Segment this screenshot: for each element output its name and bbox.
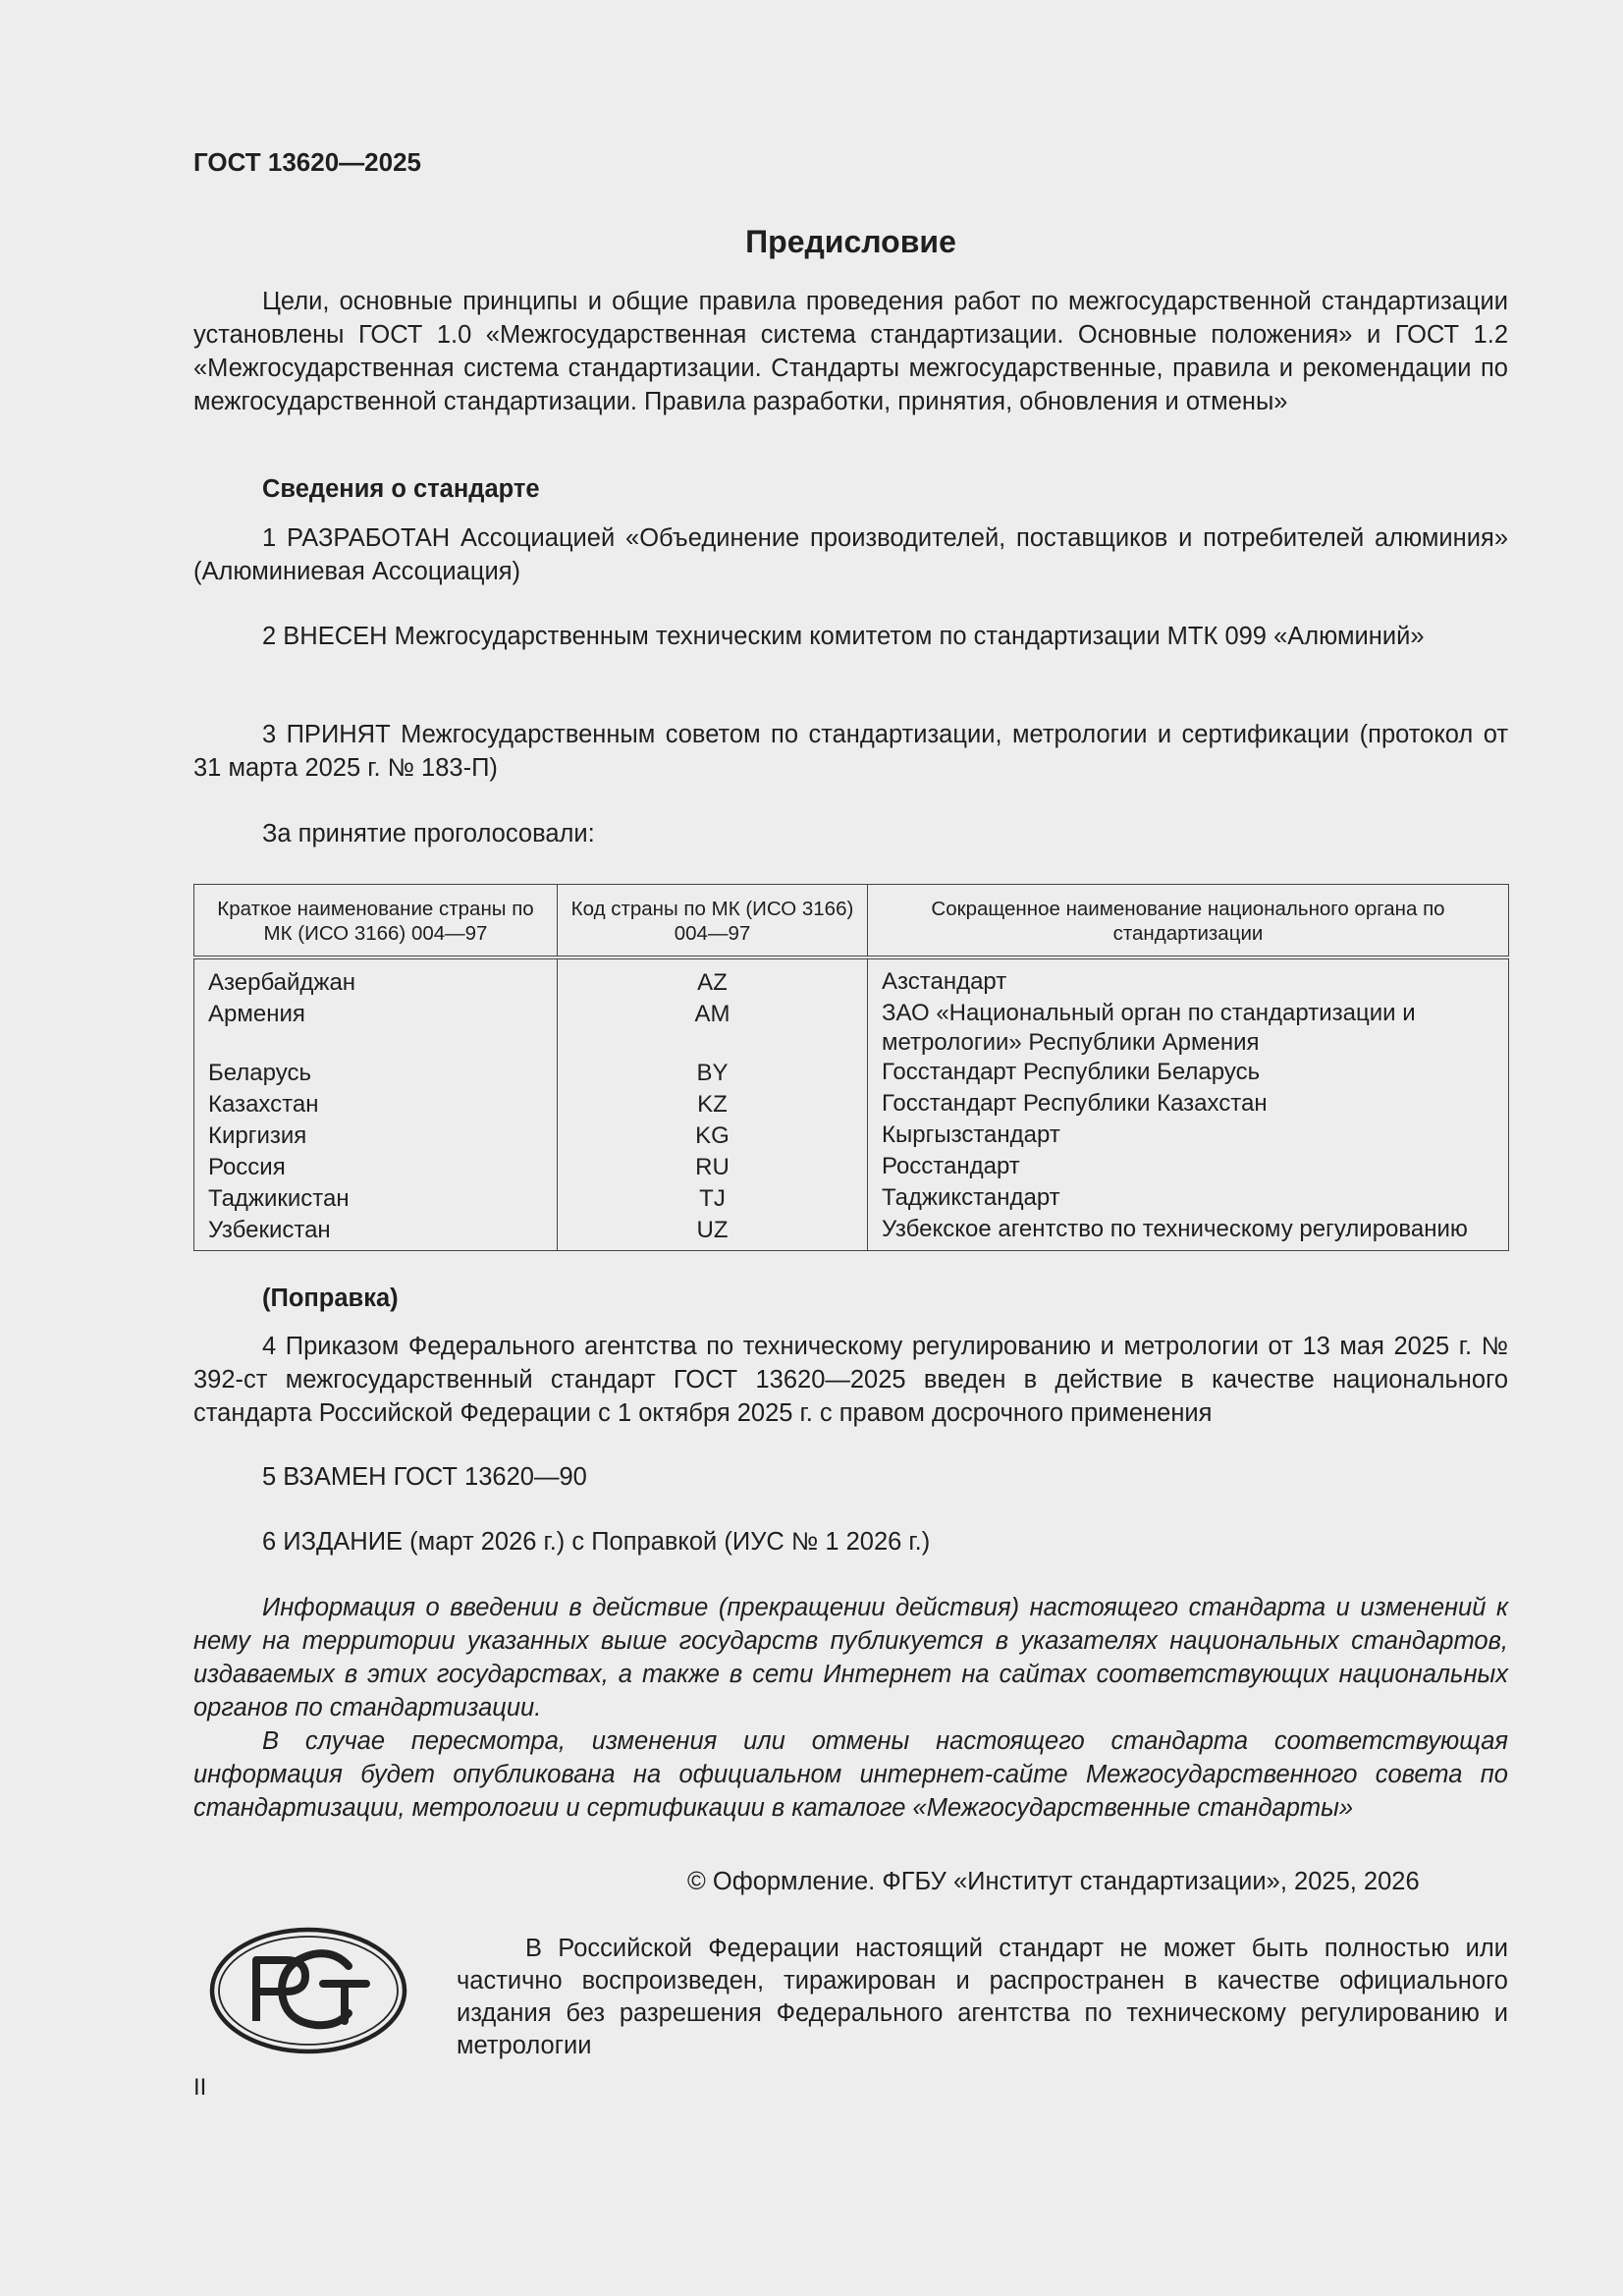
cell-code: KG [558,1121,868,1152]
cell-code: KZ [558,1089,868,1121]
states-table [193,884,1509,1251]
cell-code: TJ [558,1183,868,1215]
table-header-row [194,885,1509,958]
item-4: 4 Приказом Федерального агентства по техническому регулированию и метрологии от 13 мая 2025 г. № 392-ст межгосударственный стандарт ГОСТ 13620—2025 введен в действие в качестве национального стандарта Российской Федерации с 1 октября 2025 г. с правом досрочного применения [193,1333,1508,1427]
page-number: II [193,2074,207,2101]
col-header-country: Краткое наименование страны по МК (ИСО 3166) 004—97 [194,885,558,958]
item-5: 5 ВЗАМЕН ГОСТ 13620—90 [262,1463,587,1491]
cell-country: Армения [194,999,558,1058]
cell-country: Казахстан [194,1089,558,1121]
cell-country: Узбекистан [194,1215,558,1251]
item-3: 3 ПРИНЯТ Межгосударственным советом по стандартизации, метрологии и сертификации (протокол от 31 марта 2025 г. № 183-П) [193,721,1508,782]
cell-code: BY [558,1058,868,1089]
table-row [194,1215,1509,1251]
cell-country: Беларусь [194,1058,558,1089]
item-2: 2 ВНЕСЕН Межгосударственным техническим комитетом по стандартизации МТК 099 «Алюминий» [262,623,1425,650]
cell-org: Госстандарт Республики Беларусь [868,1058,1509,1089]
cell-code: AM [558,999,868,1058]
cell-org: Таджикстандарт [868,1183,1509,1215]
cell-country: Киргизия [194,1121,558,1152]
copyright-line: © Оформление. ФГБУ «Институт стандартизации», 2025, 2026 [687,1868,1420,1895]
table-row [194,999,1509,1058]
cell-org: Госстандарт Республики Казахстан [868,1089,1509,1121]
table-row [194,1089,1509,1121]
col-header-code: Код страны по МК (ИСО 3166) 004—97 [558,885,868,958]
table-row [194,1152,1509,1183]
cell-org: Росстандарт [868,1152,1509,1183]
cell-code: AZ [558,957,868,999]
intro-paragraph: Цели, основные принципы и общие правила проведения работ по межгосударственной стандартизации установлены ГОСТ 1.0 «Межгосударственная система стандартизации. Основные положения» и ГОСТ 1.2 «Межгосударственная система стандартизации. Стандарты межгосударственные, правила и рекомендации по межгосударственной стандартизации. Правила разработки, принятия, обновления и отмены» [193,288,1508,415]
table-row [194,1121,1509,1152]
item-1: 1 РАЗРАБОТАН Ассоциацией «Объединение производителей, поставщиков и потребителей алюминия» (Алюминиевая Ассоциация) [193,524,1508,585]
cell-org: ЗАО «Национальный орган по стандартизации и метрологии» Республики Армения [868,999,1509,1058]
table-row [194,957,1509,999]
cell-org: Узбекское агентство по техническому регулированию [868,1215,1509,1251]
page-title: Предисловие [745,224,956,259]
note-paragraph-1: Информация о введении в действие (прекращении действия) настоящего стандарта и изменений к нему на территории указанных выше государств публикуется в указателях национальных стандартов, издаваемых в этих государствах, а также в сети Интернет на сайтах соответствующих национальных органов по стандартизации. [193,1594,1508,1722]
cell-code: UZ [558,1215,868,1251]
cell-org: Кыргызстандарт [868,1121,1509,1152]
document-code: ГОСТ 13620—2025 [193,147,421,177]
col-header-org: Сокращенное наименование национального органа по стандартизации [868,885,1509,958]
cell-country: Россия [194,1152,558,1183]
notes-block [193,1591,1508,1825]
cell-country: Азербайджан [194,957,558,999]
cell-country: Таджикистан [194,1183,558,1215]
info-heading: Сведения о стандарте [262,475,540,503]
table-row [194,1183,1509,1215]
rst-logo-icon [209,1927,407,2059]
item-6: 6 ИЗДАНИЕ (март 2026 г.) с Поправкой (ИУС № 1 2026 г.) [262,1528,931,1556]
voted-label: За принятие проголосовали: [262,820,595,847]
note-paragraph-2: В случае пересмотра, изменения или отмены настоящего стандарта соответствующая информация будет опубликована на официальном интернет-сайте Межгосударственного совета по стандартизации, метрологии и сертификации в каталоге «Межгосударственные стандарты» [193,1727,1508,1822]
cell-org: Азстандарт [868,957,1509,999]
rf-notice: В Российской Федерации настоящий стандарт не может быть полностью или частично воспроизведен, тиражирован и распространен в качестве официального издания без разрешения Федерального агентства по техническому регулированию и метрологии [457,1935,1508,2059]
cell-code: RU [558,1152,868,1183]
amendment-label: (Поправка) [262,1285,399,1312]
table-row [194,1058,1509,1089]
